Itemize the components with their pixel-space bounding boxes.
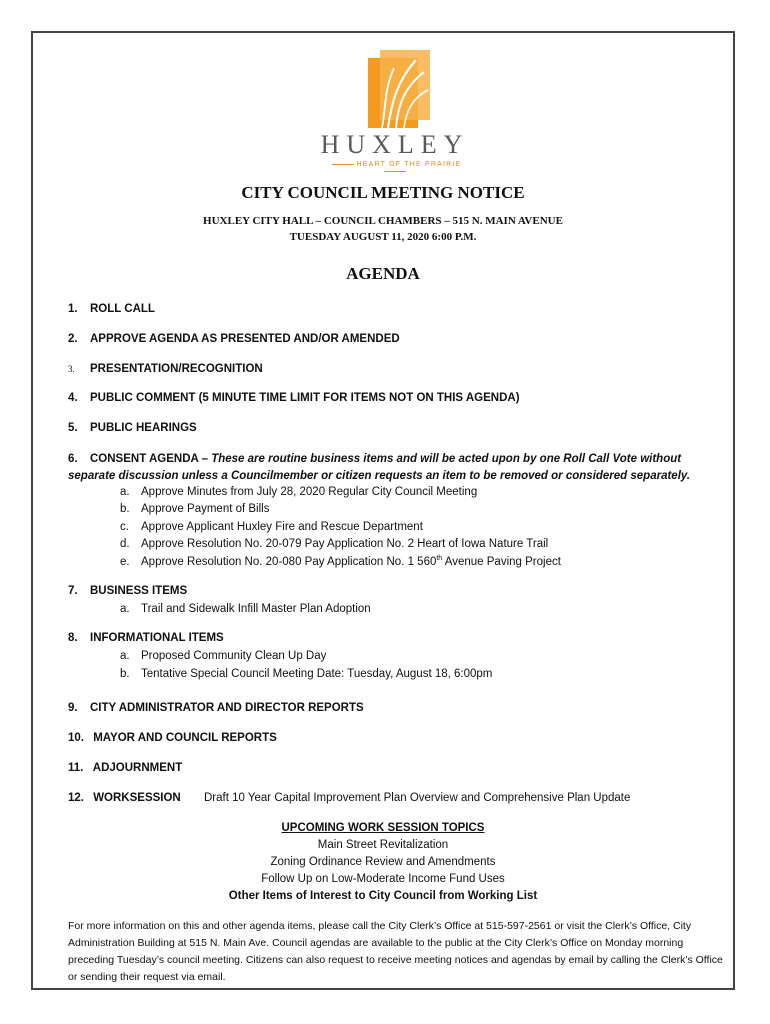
- agenda-item-adjournment: 11. ADJOURNMENT: [68, 762, 183, 774]
- business-sub-item: a. Trail and Sidewalk Infill Master Plan Adoption: [120, 603, 371, 615]
- logo-tagline: HEART OF THE PRAIRIE: [320, 161, 470, 175]
- upcoming-topics-heading: UPCOMING WORK SESSION TOPICS: [281, 822, 485, 834]
- consent-sub-item: a. Approve Minutes from July 28, 2020 Regular City Council Meeting: [120, 486, 478, 498]
- agenda-item-informational: 8. INFORMATIONAL ITEMS: [68, 632, 224, 644]
- footer-info: For more information on this and other agenda items, please call the City Clerk’s Office at 515-597-2561 or visit the Clerk’s Office, City Administration Building at 515 N. Main Ave. Council agendas are available to the public at the City Clerk’s Office on Monday morning preceding Tuesday’s council meeting. Citizens can also request to receive meeting notices and agendas by email by calling the Clerk’s Office or sending their request via email.: [68, 920, 723, 983]
- meeting-datetime: TUESDAY AUGUST 11, 2020 6:00 P.M.: [289, 231, 477, 243]
- informational-sub-item: b. Tentative Special Council Meeting Date: Tuesday, August 18, 6:00pm: [120, 668, 493, 680]
- upcoming-topic: Follow Up on Low-Moderate Income Fund Uses: [261, 873, 505, 885]
- consent-note: These are routine business items and will be acted upon by one Roll Call Vote without separate discussion unless a Councilmember or citizen requests an item to be removed or considered separately.: [68, 453, 691, 482]
- upcoming-topic: Main Street Revitalization: [317, 839, 449, 851]
- informational-sub-item: a. Proposed Community Clean Up Day: [120, 650, 327, 662]
- upcoming-other-items: Other Items of Interest to City Council from Working List: [228, 890, 538, 902]
- upcoming-topic: Zoning Ordinance Review and Amendments: [270, 856, 496, 868]
- agenda-item-administrator-reports: 9. CITY ADMINISTRATOR AND DIRECTOR REPORTS: [68, 702, 364, 714]
- agenda-heading: AGENDA: [346, 264, 420, 283]
- agenda-item-public-hearings: 5. PUBLIC HEARINGS: [68, 422, 197, 434]
- agenda-item-consent: 6. CONSENT AGENDA – These are routine business items and will be acted upon by one Roll Call Vote without separate discussion unless a Councilmember or citizen requests an item to be removed or considered separately.: [68, 453, 691, 482]
- huxley-logo: [320, 50, 470, 170]
- consent-sub-item: d. Approve Resolution No. 20-079 Pay Application No. 2 Heart of Iowa Nature Trail: [120, 538, 549, 550]
- agenda-item-mayor-reports: 10. MAYOR AND COUNCIL REPORTS: [68, 732, 277, 744]
- agenda-item-worksession: 12. WORKSESSION: [68, 792, 181, 804]
- consent-sub-item: c. Approve Applicant Huxley Fire and Rescue Department: [120, 521, 423, 533]
- worksession-description: Draft 10 Year Capital Improvement Plan Overview and Comprehensive Plan Update: [204, 792, 631, 804]
- page-title: CITY COUNCIL MEETING NOTICE: [241, 183, 525, 202]
- agenda-item-roll-call: 1. ROLL CALL: [68, 303, 155, 315]
- meeting-location: HUXLEY CITY HALL – COUNCIL CHAMBERS – 515 N. MAIN AVENUE: [203, 215, 563, 227]
- agenda-item-public-comment: 4. PUBLIC COMMENT (5 MINUTE TIME LIMIT FOR ITEMS NOT ON THIS AGENDA): [68, 392, 520, 404]
- agenda-item-presentation: 3. PRESENTATION/RECOGNITION: [68, 363, 263, 375]
- consent-sub-item: b. Approve Payment of Bills: [120, 503, 270, 515]
- consent-sub-item: e. Approve Resolution No. 20-080 Pay Application No. 1 560th Avenue Paving Project: [120, 555, 561, 568]
- agenda-item-business: 7. BUSINESS ITEMS: [68, 585, 188, 597]
- logo-wordmark: HUXLEY: [320, 130, 470, 159]
- prairie-grass-logo-icon: [368, 50, 430, 128]
- agenda-item-approve-agenda: 2. APPROVE AGENDA AS PRESENTED AND/OR AMENDED: [68, 333, 400, 345]
